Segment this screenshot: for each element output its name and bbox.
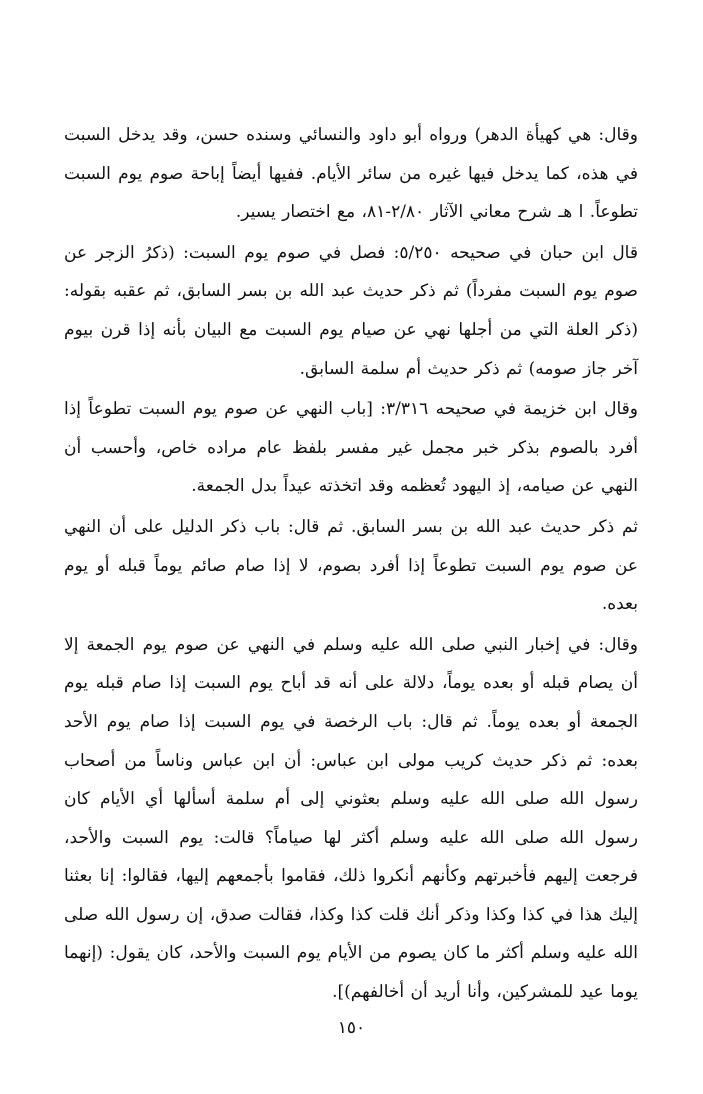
paragraph-1: وقال: هي كهيأة الدهر) ورواه أبو داود والنسائي وسنده حسن، وقد يدخل السبت في هذه، كما يدخل فيها غيره من سائر الأيام. ففيها أيضاً إباحة صوم يوم السبت تطوعاً. ا هـ شرح معاني الآثار ٢/٨٠-٨١، مع اختصار يسير. bbox=[64, 125, 638, 223]
page-body bbox=[64, 116, 638, 1014]
paragraph-5: وقال: في إخبار النبي صلى الله عليه وسلم في النهي عن صوم يوم الجمعة إلا أن يصام قبله أو بعده يوماً، دلالة على أنه قد أباح يوم السبت إذا صام قبله يوم الجمعة أو بعده يوماً. ثم قال: باب الرخصة في يوم السبت إذا صام يوم الأحد بعده: ثم ذكر حديث كريب مولى ابن عباس: أن ابن عباس وناساً من أصحاب رسول الله صلى الله عليه وسلم بعثوني إلى أم سلمة أسألها أي الأيام كان رسول الله صلى الله عليه وسلم أكثر لها صياماً؟ قالت: يوم السبت والأحد، فرجعت إليهم فأخبرتهم وكأنهم أنكروا ذلك، فقاموا بأجمعهم إليها، فقالوا: إنا بعثنا إليك هذا في كذا وكذا وذكر أنك قلت كذا وكذا، فقالت صدق، إن رسول الله صلى الله عليه وسلم أكثر ما كان يصوم من الأيام يوم السبت والأحد، كان يقول: (إنهما يوما عيد للمشركين، وأنا أريد أن أخالفهم)]. bbox=[64, 634, 638, 1003]
page-number: ١٥٠ bbox=[337, 1018, 366, 1038]
paragraph-3: وقال ابن خزيمة في صحيحه ٣/٣١٦: [باب النهي عن صوم يوم السبت تطوعاً إذا أفرد بالصوم بذكر خبر مجمل غير مفسر بلفظ عام مراده خاص، وأحسب أن النهي عن صيامه، إذ اليهود تُعظمه وقد اتخذته عيداً بدل الجمعة. bbox=[64, 399, 638, 497]
paragraph-2: قال ابن حبان في صحيحه ٥/٢٥٠: فصل في صوم يوم السبت: (ذكرُ الزجر عن صوم يوم السبت مفرداً) ثم ذكر حديث عبد الله بن بسر السابق، ثم عقبه بقوله: (ذكر العلة التي من أجلها نهي عن صيام يوم السبت مع البيان بأنه إذا قرن بيوم آخر جاز صومه) ثم ذكر حديث أم سلمة السابق. bbox=[64, 242, 638, 379]
paragraph-4: ثم ذكر حديث عبد الله بن بسر السابق. ثم قال: باب ذكر الدليل على أن النهي عن صوم يوم السبت تطوعاً إذا أفرد بصوم، لا إذا صام صائم يوماً قبله أو يوم بعده. bbox=[64, 516, 638, 615]
